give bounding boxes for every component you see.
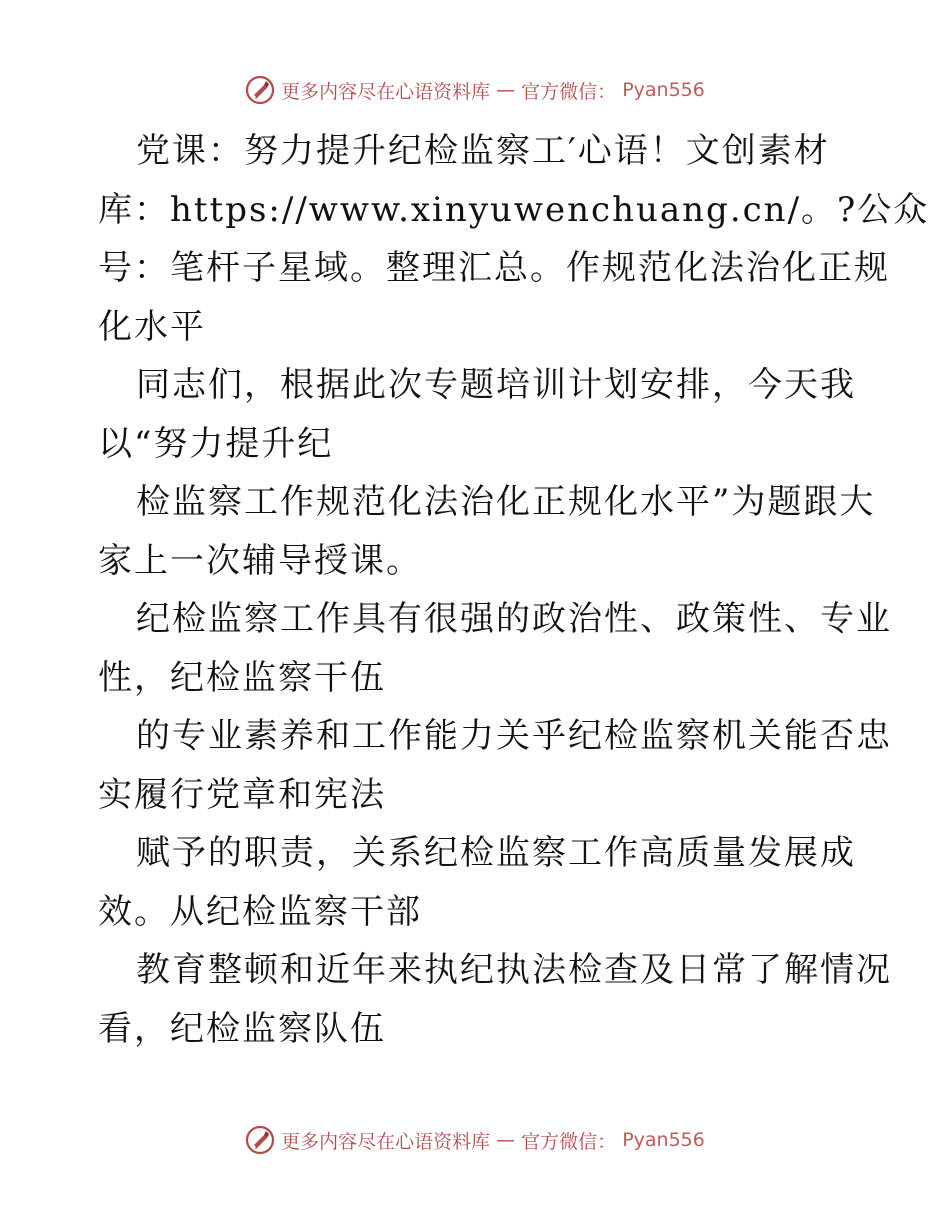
watermark-text: 更多内容尽在心语资料库 [281,80,491,103]
text-line: 号：笔杆子星域。整理汇总。作规范化法治化正规 [98,248,890,288]
watermark-dash: — [496,79,516,101]
text-line: 效。从纪检监察干部 [98,891,422,932]
text-line: 以“努力提升纪 [98,423,334,464]
pen-seal-icon [245,1125,275,1155]
watermark-account: Pyan556 [622,1129,705,1151]
watermark-account: Pyan556 [622,79,705,101]
text-line: 化水平 [98,306,206,347]
watermark-text: 更多内容尽在心语资料库 [281,1130,491,1153]
watermark-label: 官方微信： [521,80,617,103]
watermark-dash: — [496,1129,516,1151]
text-line: 性，纪检监察干伍 [98,657,386,698]
watermark-label: 官方微信： [521,1130,617,1153]
text-line: 党课：努力提升纪检监察工′心语！文创素材 [136,131,830,171]
text-line: 家上一次辅导授课。 [98,540,422,581]
document-body [98,122,930,1058]
footer-watermark [0,1122,950,1158]
text-line: 赋予的职责，关系纪检监察工作高质量发展成 [136,833,856,873]
text-line: 看，纪检监察队伍 [98,1008,386,1049]
header-watermark [0,72,950,108]
pen-seal-icon [245,75,275,105]
text-line: 实履行党章和宪法 [98,774,386,815]
text-line: 纪检监察工作具有很强的政治性、政策性、专业 [136,599,892,639]
text-line: 教育整顿和近年来执纪执法检查及日常了解情况 [136,950,892,990]
text-line: 的专业素养和工作能力关乎纪检监察机关能否忠 [136,716,892,756]
text-line: 同志们，根据此次专题培训计划安排，今天我 [136,365,856,405]
text-line: 库：https://www.xinyuwenchuang.cn/。?公众 [98,189,930,230]
text-line: 检监察工作规范化法治化正规化水平”为题跟大 [136,482,876,522]
